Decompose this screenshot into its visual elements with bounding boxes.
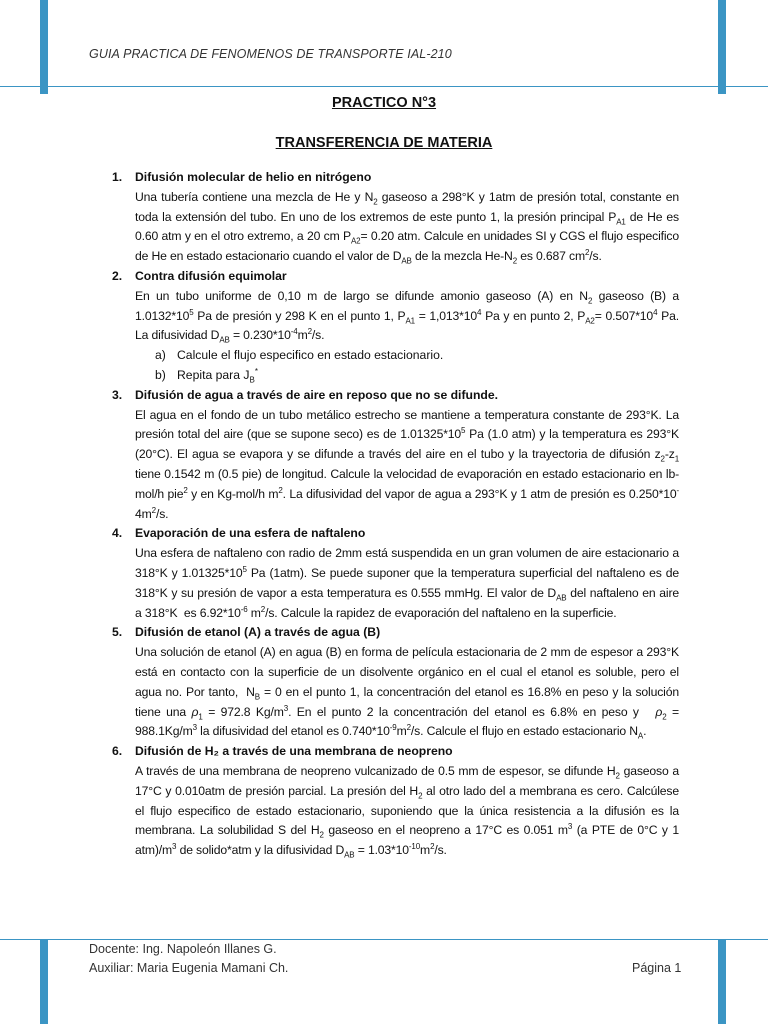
problem-4 [112,524,679,623]
problem-1 [112,168,679,267]
problem-6 [112,742,679,861]
topic-title: TRANSFERENCIA DE MATERIA [275,135,493,151]
decorative-bar-top-right [718,0,726,94]
subquestion-letter: b) [155,367,166,382]
decorative-bar-bottom-left [40,940,48,1024]
footer-docente: Docente: Ing. Napoleón Illanes G. [89,942,277,956]
footer-rule [0,939,768,940]
problem-body: Una esfera de naftaleno con radio de 2mm está suspendida en un gran volumen de aire estacionario a 318°K y $1.01325*10^5$ Pa (1atm). Se puede suponer que la temperatura superficial del naftaleno es de 318°K y su presión de vapor a esta temperatura es 0.555 mmHg. El valor de $D_{AB}$ del naftaleno en aire a 318°K es $6.92*10^{-6}$ $m^2/s$. Calcule la rapidez de evaporación del naftaleno en la superficie. [135,546,679,620]
subquestion-text: Calcule el flujo especifico en estado estacionario. [177,348,444,363]
problem-number: 3. [112,387,123,402]
problem-body: En un tubo uniforme de 0,10 m de largo se difunde amonio gaseoso (A) en $N_2$ gaseoso (B) a $1.0132*10^5$ Pa de presión y 298 K en el punto 1, $P_{A1} = 1,013*10^4$ Pa y en punto 2, $P_{A2}= 0.507*10^4$ Pa. La difusividad $D_{AB} = 0.230*10^{-4}m^2/s$. [135,288,679,345]
decorative-bar-bottom-right [718,940,726,1024]
header-rule [0,86,768,87]
problem-number: 6. [112,744,123,759]
document-header: GUIA PRACTICA DE FENOMENOS DE TRANSPORTE IAL-210 [89,47,452,61]
decorative-bar-top-left [40,0,48,94]
problem-number: 1. [112,170,123,184]
problem-heading: Difusión molecular de helio en nitrógeno [135,170,372,184]
subquestion-letter: a) [155,348,166,363]
problem-body: Una solución de etanol (A) en agua (B) en forma de película estacionaria de 2 mm de espesor a 293°K está en contacto con la superficie de un disolvente orgánico en el cual el etanol es soluble, pero el agua no. Por tanto, $N_B = 0$ en el punto 1, la concentración del etanol es 16.8% en peso y la solución tiene una $\rho_1 = 972.8$ $Kg/m^3$. En el punto 2 la concentración del etanol es 6.8% en peso y $\rho_2 = 988.1Kg/m^3$ la difusividad del etanol es $0.740*10^{-9}m^2/s$. Calcule el flujo en estado estacionario $N_A$. [135,645,679,741]
problem-number: 4. [112,526,123,541]
problem-heading: Contra difusión equimolar [135,268,287,283]
subquestion-a [135,346,679,366]
problem-number: 5. [112,625,123,640]
page-number: Página 1 [632,961,682,975]
subquestion-text: Repita para J [177,367,250,382]
problem-number: 2. [112,268,123,283]
subquestion-b: b) Repita para $J_B^*$ [155,366,258,385]
problem-heading: Difusión de H₂ a través de una membrana de neopreno [135,744,453,759]
footer-auxiliar: Auxiliar: Maria Eugenia Mamani Ch. [89,961,289,975]
practico-title: PRACTICO N°3 [331,95,437,111]
problem-5 [112,623,679,742]
problem-2 [112,267,679,386]
problem-body: A través de una membrana de neopreno vulcanizado de 0.5 mm de espesor, se difunde $H_2$ gaseoso a 17°C y 0.010atm de presión parcial. La presión del $H_2$ al otro lado del a membrana es cero. Calcúlese el flujo especifico de estado estacionario, suponiendo que la única resistencia a la difusión es la membrana. La solubilidad S del $H_2$ gaseoso en el neopreno a 17°C es 0.051 $m^3$ (a PTE de 0°C y 1 $atm)/m^3$ de solido*atm y la difusividad $D_{AB} = 1.03*10^{-10}m^2/s$. [135,763,679,860]
problem-body: El agua en el fondo de un tubo metálico estrecho se mantiene a temperatura constante de 293°K. La presión total del aire (que se supone seco) es de $1.01325*10^5$ Pa (1.0 atm) y la temperatura es 293°K (20°C). El agua se evapora y se difunde a través del aire en el tubo y la trayectoria de difusión $z_2-z_1$ tiene 0.1542 m (0.5 pie) de longitud. Calcule la velocidad de evaporación en estado estacionario en lb-mol/h pie$^2$ y en Kg-mol/h $m^2$. La difusividad del vapor de agua a 293°K y 1 atm de presión es $0.250*10^-4m^2/s$. [135,407,679,521]
problem-heading: Difusión de agua a través de aire en reposo que no se difunde. [135,387,499,402]
problem-list [112,168,679,861]
problem-heading: Evaporación de una esfera de naftaleno [135,526,366,541]
problem-3 [112,386,679,525]
problem-body: Una tubería contiene una mezcla de He y $N_2$ gaseoso a 298°K y 1atm de presión total, constante en toda la extensión del tubo. En uno de los extremos de este punto 1, la presión principal $P_{A1}$ de He es 0.60 atm y en el otro extremo, a 20 cm $P_{A2}= 0.20$ atm. Calcule en unidades SI y CGS el flujo especifico de He en estado estacionario cuando el valor de $D_{AB}$ de la mezcla $He-N_2$ es 0.687 $cm^2/s$. [135,189,680,266]
problem-heading: Difusión de etanol (A) a través de agua (B) [135,625,381,640]
